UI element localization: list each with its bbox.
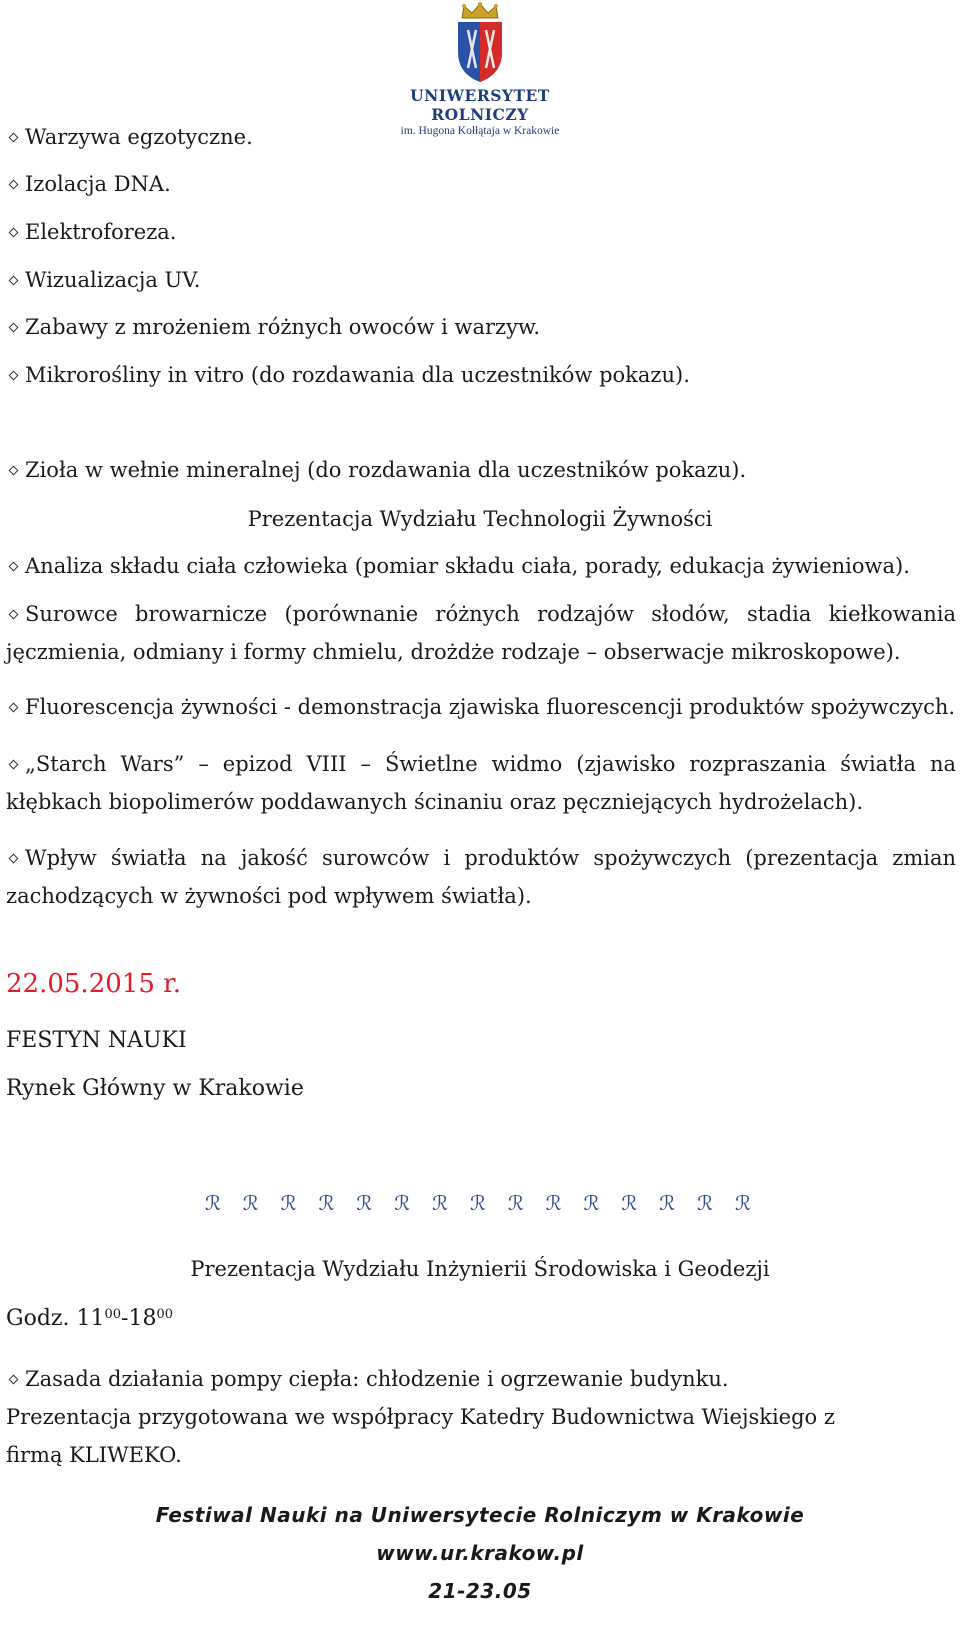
ornament-icon: ℛ [432,1191,449,1215]
footer-dates: 21-23.05 [428,1579,532,1603]
bullet-icon [9,322,19,332]
ornament-icon: ℛ [697,1191,714,1215]
bullet-icon [9,370,19,380]
section-title-food-technology: Prezentacja Wydziału Technologii Żywności [247,507,713,531]
ornament-icon: ℛ [204,1191,221,1215]
bullet-icon [9,132,19,142]
list-item: Fluorescencja żywności - demonstracja zjawiska fluorescencji produktów spożywczych. [6,688,956,726]
ornament-divider [198,1192,758,1222]
ornament-icon: ℛ [280,1191,297,1215]
university-logo [360,2,600,137]
list-item: Zioła w wełnie mineralnej (do rozdawania dla uczestników pokazu). [6,451,746,489]
logo-university-subtitle: im. Hugona Kołłątaja w Krakowie [400,125,560,137]
bullet-icon [9,227,19,237]
opening-hours: Godz. $11^{00}-18^{00}$ [6,1306,174,1331]
bullet-icon [9,275,19,285]
event-date: 22.05.2015 r. [6,969,181,999]
logo-university-name: UNIWERSYTET ROLNICZY [410,86,550,124]
list-item: Izolacja DNA. [6,165,171,203]
ornament-icon: ℛ [469,1191,486,1215]
ornament-icon: ℛ [356,1191,373,1215]
list-item: Elektroforeza. [6,213,176,251]
list-item: Wpływ światła na jakość surowców i produktów spożywczych (prezentacja zmian zachodzących w żywności pod wpływem światła). [6,846,956,908]
list-item: Surowce browarnicze (porównanie różnych rodzajów słodów, stadia kiełkowania jęczmienia, odmiany i formy chmielu, drożdże rodzaje – obserwacje mikroskopowe). [6,602,956,664]
bullet-icon [9,465,19,475]
ornament-icon: ℛ [659,1191,676,1215]
bullet-icon [9,179,19,189]
university-crest-icon [450,2,510,84]
ornament-icon: ℛ [318,1191,335,1215]
section-title-environmental-engineering: Prezentacja Wydziału Inżynierii Środowiska i Geodezji [190,1257,770,1281]
event-name: FESTYN NAUKI [6,1028,187,1053]
list-item: Zasada działania pompy ciepła: chłodzenie i ogrzewanie budynku. Prezentacja przygotowana we współpracy Katedry Budownictwa Wiejskiego z firmą KLIWEKO. [6,1367,835,1467]
event-place: Rynek Główny w Krakowie [6,1076,304,1101]
bullet-icon [9,561,19,571]
ornament-icon: ℛ [242,1191,259,1215]
list-item: Analiza składu ciała człowieka (pomiar składu ciała, porady, edukacja żywieniowa). [6,547,956,585]
ornament-icon: ℛ [583,1191,600,1215]
ornament-icon: ℛ [545,1191,562,1215]
ornament-icon: ℛ [507,1191,524,1215]
bullet-icon [9,609,19,619]
ornament-icon: ℛ [734,1191,751,1215]
bullet-icon [9,1374,19,1384]
bullet-icon [9,853,19,863]
bullet-icon [9,702,19,712]
ornament-icon: ℛ [394,1191,411,1215]
list-item: Mikrorośliny in vitro (do rozdawania dla uczestników pokazu). [6,356,690,394]
bullet-icon [9,759,19,769]
footer-website-link[interactable]: www.ur.krakow.pl [376,1541,584,1565]
list-item: Wizualizacja UV. [6,261,200,299]
list-item: „Starch Wars” – epizod VIII – Świetlne widmo (zjawisko rozpraszania światła na kłębkach biopolimerów poddawanych ścinaniu oraz pęczniejących hydrożelach). [6,752,956,814]
footer-festival-title: Festiwal Nauki na Uniwersytecie Rolniczym w Krakowie [155,1503,805,1527]
list-item: Zabawy z mrożeniem różnych owoców i warzyw. [6,308,540,346]
ornament-icon: ℛ [621,1191,638,1215]
list-item: Warzywa egzotyczne. [6,118,253,156]
